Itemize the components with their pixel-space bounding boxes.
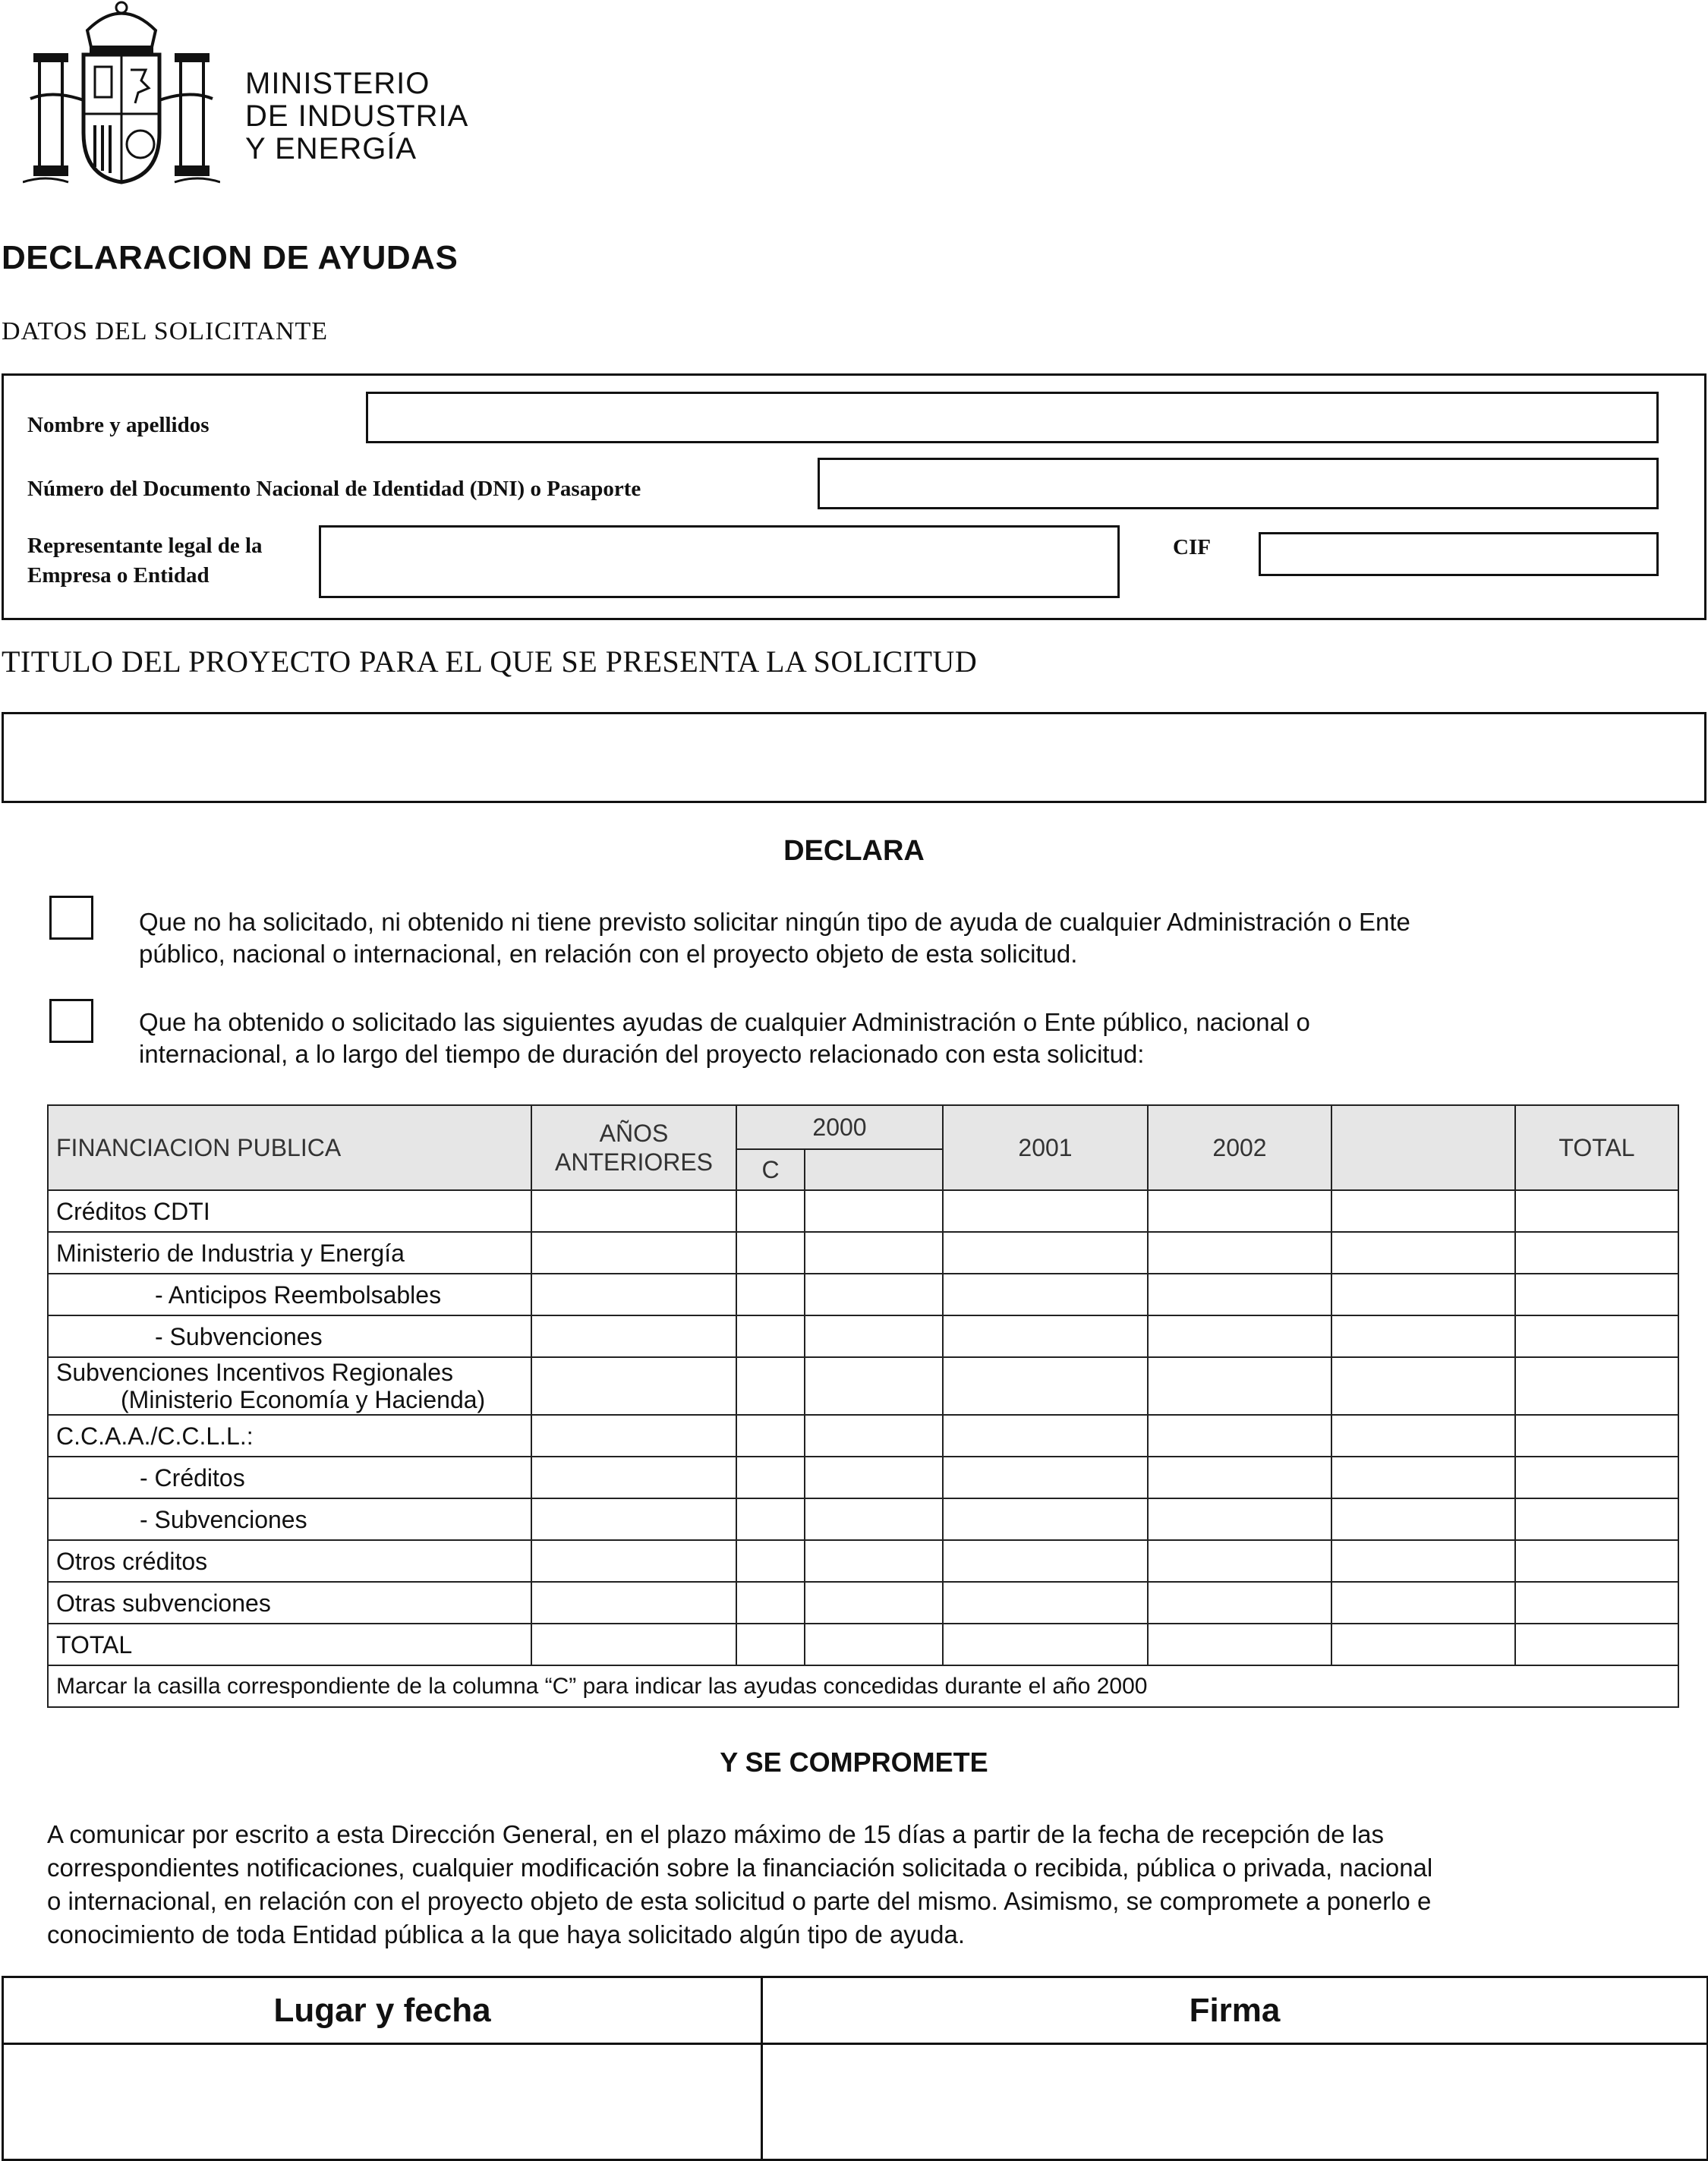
row-label-text: - Créditos — [140, 1463, 245, 1492]
document-title: DECLARACION DE AYUDAS — [2, 239, 459, 276]
row-label — [48, 1624, 531, 1665]
table-note: Marcar la casilla correspondiente de la columna “C” para indicar las ayudas concedidas durante el año 2000 — [48, 1665, 1678, 1707]
c-checkbox-cell[interactable] — [736, 1457, 805, 1498]
amount-2000-cell[interactable] — [805, 1190, 943, 1232]
amount-2001-cell[interactable] — [943, 1582, 1148, 1624]
row-label-text: C.C.A.A./C.C.L.L.: — [56, 1422, 254, 1450]
total-cell[interactable] — [1515, 1540, 1678, 1582]
prev-years-cell[interactable] — [531, 1498, 736, 1540]
header-financiacion-publica: FINANCIACION PUBLICA — [48, 1105, 531, 1190]
amount-2002-cell[interactable] — [1148, 1315, 1331, 1357]
total-cell[interactable] — [1515, 1357, 1678, 1415]
compromete-line-4: conocimiento de toda Entidad pública a la que haya solicitado algún tipo de ayuda. — [47, 1920, 966, 1948]
c-checkbox-cell[interactable] — [736, 1415, 805, 1457]
compromete-paragraph — [47, 1818, 1679, 1952]
total-cell[interactable] — [1515, 1232, 1678, 1274]
amount-2002-cell[interactable] — [1148, 1357, 1331, 1415]
row-label-text: Subvenciones Incentivos Regionales — [56, 1359, 453, 1386]
row-label-text: - Anticipos Reembolsables — [155, 1281, 442, 1309]
applicant-section-title: DATOS DEL SOLICITANTE — [2, 317, 329, 345]
c-checkbox-cell[interactable] — [736, 1624, 805, 1665]
total-cell[interactable] — [1515, 1415, 1678, 1457]
cif-label: CIF — [1173, 535, 1211, 559]
c-checkbox-cell[interactable] — [736, 1357, 805, 1415]
row-label — [48, 1190, 531, 1232]
declaration-checkbox-1[interactable] — [49, 896, 93, 940]
header-anos-anteriores — [531, 1105, 736, 1190]
table-row — [48, 1190, 1678, 1232]
amount-2002-cell[interactable] — [1148, 1624, 1331, 1665]
total-cell[interactable] — [1515, 1624, 1678, 1665]
header-blank — [1331, 1105, 1515, 1190]
prev-years-cell[interactable] — [531, 1415, 736, 1457]
total-cell[interactable] — [1515, 1582, 1678, 1624]
row-label-text: Otras subvenciones — [56, 1589, 271, 1617]
amount-2001-cell[interactable] — [943, 1415, 1148, 1457]
amount-2001-cell[interactable] — [943, 1274, 1148, 1315]
ministry-name-line-1: MINISTERIO — [245, 67, 430, 100]
amount-2001-cell[interactable] — [943, 1232, 1148, 1274]
table-row — [48, 1232, 1678, 1274]
c-checkbox-cell[interactable] — [736, 1315, 805, 1357]
header-year-2001: 2001 — [943, 1105, 1148, 1190]
total-cell[interactable] — [1515, 1274, 1678, 1315]
header-total: TOTAL — [1515, 1105, 1678, 1190]
row-label — [48, 1457, 531, 1498]
amount-2000-cell[interactable] — [805, 1582, 943, 1624]
amount-2000-cell[interactable] — [805, 1415, 943, 1457]
amount-2000-cell[interactable] — [805, 1498, 943, 1540]
row-label-text: TOTAL — [56, 1630, 133, 1659]
row-label — [48, 1357, 531, 1415]
compromete-line-3: o internacional, en relación con el proyecto objeto de esta solicitud o parte del mismo. Asimismo, se compromete a ponerlo e — [47, 1887, 1432, 1915]
amount-2002-cell[interactable] — [1148, 1274, 1331, 1315]
amount-2002-cell[interactable] — [1148, 1498, 1331, 1540]
amount-2002-cell[interactable] — [1148, 1190, 1331, 1232]
declara-heading: DECLARA — [783, 835, 925, 867]
prev-years-cell[interactable] — [531, 1190, 736, 1232]
representative-label-line-2: Empresa o Entidad — [27, 563, 210, 588]
prev-years-cell[interactable] — [531, 1357, 736, 1415]
prev-years-cell[interactable] — [531, 1582, 736, 1624]
funding-table — [47, 1104, 1679, 1708]
amount-2001-cell[interactable] — [943, 1624, 1148, 1665]
total-cell[interactable] — [1515, 1315, 1678, 1357]
row-label-text-line-2: (Ministerio Economía y Hacienda) — [121, 1386, 486, 1413]
c-checkbox-cell[interactable] — [736, 1232, 805, 1274]
total-cell[interactable] — [1515, 1457, 1678, 1498]
blank-cell[interactable] — [1331, 1540, 1515, 1582]
prev-years-cell[interactable] — [531, 1540, 736, 1582]
table-row — [48, 1624, 1678, 1665]
signature-header: Firma — [762, 1977, 1708, 2044]
table-row — [48, 1274, 1678, 1315]
total-cell[interactable] — [1515, 1498, 1678, 1540]
amount-2000-cell[interactable] — [805, 1232, 943, 1274]
total-cell[interactable] — [1515, 1190, 1678, 1232]
amount-2000-cell[interactable] — [805, 1315, 943, 1357]
row-label — [48, 1582, 531, 1624]
amount-2002-cell[interactable] — [1148, 1457, 1331, 1498]
signature-table — [2, 1976, 1708, 2161]
table-row — [48, 1498, 1678, 1540]
blank-cell[interactable] — [1331, 1190, 1515, 1232]
row-label — [48, 1498, 531, 1540]
blank-cell[interactable] — [1331, 1582, 1515, 1624]
blank-cell[interactable] — [1331, 1415, 1515, 1457]
blank-cell[interactable] — [1331, 1274, 1515, 1315]
blank-cell[interactable] — [1331, 1498, 1515, 1540]
cif-field[interactable] — [1259, 532, 1659, 576]
declaration-option-1-line-1: Que no ha solicitado, ni obtenido ni tiene previsto solicitar ningún tipo de ayuda de cualquier Administración o Ente — [139, 908, 1410, 936]
prev-years-cell[interactable] — [531, 1315, 736, 1357]
row-label-text: Otros créditos — [56, 1547, 208, 1575]
ministry-name-line-3: Y ENERGÍA — [245, 132, 418, 165]
amount-2002-cell[interactable] — [1148, 1415, 1331, 1457]
project-title-field[interactable] — [2, 712, 1706, 803]
dni-field[interactable] — [818, 458, 1659, 509]
place-date-field[interactable] — [3, 2044, 762, 2160]
amount-2002-cell[interactable] — [1148, 1232, 1331, 1274]
c-checkbox-cell[interactable] — [736, 1498, 805, 1540]
prev-years-cell[interactable] — [531, 1624, 736, 1665]
compromete-line-2: correspondientes notificaciones, cualquier modificación sobre la financiación solicitada o recibida, pública o privada, nacional — [47, 1854, 1433, 1882]
c-checkbox-cell[interactable] — [736, 1582, 805, 1624]
signature-field[interactable] — [762, 2044, 1708, 2160]
declaration-checkbox-2[interactable] — [49, 999, 93, 1043]
row-label-text: Ministerio de Industria y Energía — [56, 1239, 405, 1267]
blank-cell[interactable] — [1331, 1357, 1515, 1415]
c-checkbox-cell[interactable] — [736, 1190, 805, 1232]
declaration-option-1-line-2: público, nacional o internacional, en relación con el proyecto objeto de esta solicitud. — [139, 940, 1078, 968]
header-year-2000: 2000 — [736, 1105, 943, 1149]
amount-2001-cell[interactable] — [943, 1498, 1148, 1540]
table-row — [48, 1415, 1678, 1457]
header-anos-anteriores-line-1: AÑOS — [599, 1120, 669, 1147]
dni-label: Número del Documento Nacional de Identidad (DNI) o Pasaporte — [27, 477, 641, 501]
compromete-line-1: A comunicar por escrito a esta Dirección General, en el plazo máximo de 15 días a partir de la fecha de recepción de las — [47, 1820, 1384, 1848]
ministry-name-line-2: DE INDUSTRIA — [245, 99, 469, 133]
row-label — [48, 1274, 531, 1315]
header-2000-amount — [805, 1149, 943, 1190]
amount-2001-cell[interactable] — [943, 1540, 1148, 1582]
table-row — [48, 1357, 1678, 1415]
blank-cell[interactable] — [1331, 1315, 1515, 1357]
row-label-text: - Subvenciones — [140, 1505, 307, 1533]
amount-2001-cell[interactable] — [943, 1315, 1148, 1357]
name-label: Nombre y apellidos — [27, 413, 210, 437]
blank-cell[interactable] — [1331, 1624, 1515, 1665]
blank-cell[interactable] — [1331, 1232, 1515, 1274]
table-row — [48, 1315, 1678, 1357]
header-anos-anteriores-line-2: ANTERIORES — [554, 1148, 714, 1176]
amount-2000-cell[interactable] — [805, 1624, 943, 1665]
c-checkbox-cell[interactable] — [736, 1274, 805, 1315]
table-row — [48, 1540, 1678, 1582]
amount-2000-cell[interactable] — [805, 1274, 943, 1315]
c-checkbox-cell[interactable] — [736, 1540, 805, 1582]
representative-field[interactable] — [319, 525, 1120, 598]
amount-2002-cell[interactable] — [1148, 1540, 1331, 1582]
row-label — [48, 1540, 531, 1582]
prev-years-cell[interactable] — [531, 1457, 736, 1498]
amount-2001-cell[interactable] — [943, 1190, 1148, 1232]
name-field[interactable] — [366, 392, 1659, 443]
row-label — [48, 1315, 531, 1357]
header-c-column: C — [736, 1149, 805, 1190]
row-label-text: - Subvenciones — [155, 1322, 323, 1350]
amount-2000-cell[interactable] — [805, 1457, 943, 1498]
row-label — [48, 1415, 531, 1457]
row-label-text: Créditos CDTI — [56, 1197, 210, 1225]
amount-2001-cell[interactable] — [943, 1357, 1148, 1415]
row-label — [48, 1232, 531, 1274]
declaration-option-2-line-2: internacional, a lo largo del tiempo de duración del proyecto relacionado con esta solicitud: — [139, 1040, 1145, 1068]
table-row — [48, 1582, 1678, 1624]
project-section-title: TITULO DEL PROYECTO PARA EL QUE SE PRESENTA LA SOLICITUD — [2, 644, 978, 679]
compromete-heading: Y SE COMPROMETE — [720, 1747, 988, 1778]
header-year-2002: 2002 — [1148, 1105, 1331, 1190]
amount-2001-cell[interactable] — [943, 1457, 1148, 1498]
representative-label-line-1: Representante legal de la — [27, 534, 263, 558]
prev-years-cell[interactable] — [531, 1274, 736, 1315]
coat-of-arms-icon — [23, 0, 220, 194]
blank-cell[interactable] — [1331, 1457, 1515, 1498]
prev-years-cell[interactable] — [531, 1232, 736, 1274]
declaration-option-2-line-1: Que ha obtenido o solicitado las siguientes ayudas de cualquier Administración o Ente público, nacional o — [139, 1008, 1310, 1036]
amount-2000-cell[interactable] — [805, 1357, 943, 1415]
amount-2000-cell[interactable] — [805, 1540, 943, 1582]
table-row — [48, 1457, 1678, 1498]
amount-2002-cell[interactable] — [1148, 1582, 1331, 1624]
place-date-header: Lugar y fecha — [3, 1977, 762, 2044]
